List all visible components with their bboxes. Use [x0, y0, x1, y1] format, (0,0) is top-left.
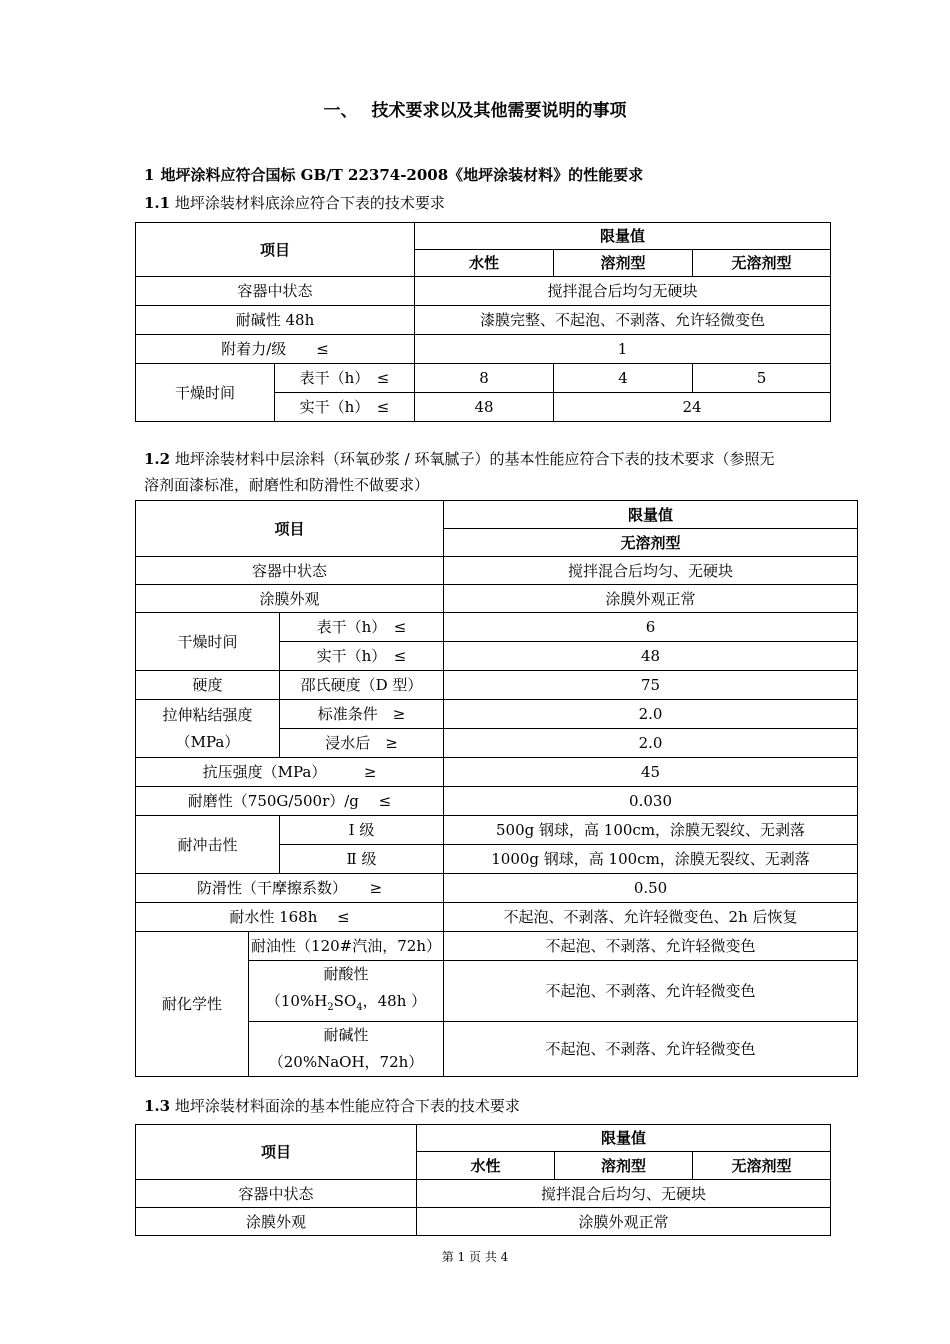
row-label-impact-level-1: I 级 [280, 816, 444, 845]
midcoat-spec-table [135, 500, 858, 1077]
acid-label-line-1: 耐酸性 [323, 965, 369, 983]
row-value-container-state: 搅拌混合后均匀无硬块 [415, 277, 831, 306]
section-1-heading [144, 164, 643, 185]
row-label-film-appearance: 涂膜外观 [136, 1208, 417, 1236]
acid-formula-sub-1: 2 [327, 1002, 334, 1013]
row-value-compressive-strength: 45 [444, 758, 858, 787]
row-value-water-resistance: 不起泡、不剥落、允许轻微变色、2h 后恢复 [444, 903, 858, 932]
row-value-container-state: 搅拌混合后均匀、无硬块 [417, 1180, 831, 1208]
section-1-2-text-1: 地坪涂装材料中层涂料（环氧砂浆 / 环氧腻子）的基本性能应符合下表的技术要求（参照无 [174, 450, 775, 468]
header-solventless: 无溶剂型 [444, 529, 858, 557]
row-label-hard-dry: 实干（h） ≤ [275, 393, 415, 422]
cell-hard-dry-other: 24 [554, 393, 831, 422]
header-limit: 限量值 [417, 1125, 831, 1152]
cell-surface-dry-solventless: 5 [693, 364, 831, 393]
row-label-alkali-resistance [249, 1022, 444, 1077]
topcoat-spec-table [135, 1124, 831, 1236]
row-label-surface-dry: 表干（h） ≤ [275, 364, 415, 393]
row-value-alkali-resistance: 不起泡、不剥落、允许轻微变色 [444, 1022, 858, 1077]
row-label-abrasion: 耐磨性（750G/500r）/g ≤ [136, 787, 444, 816]
cell-hard-dry-water: 48 [415, 393, 554, 422]
row-value-surface-dry: 6 [444, 613, 858, 642]
row-group-drying-time: 干燥时间 [136, 364, 275, 422]
row-group-drying-time: 干燥时间 [136, 613, 280, 671]
section-1-2-text-2: 溶剂面漆标准，耐磨性和防滑性不做要求） [144, 476, 430, 494]
acid-label-line-2 [249, 988, 443, 1021]
title-text: 技术要求以及其他需要说明的事项 [371, 101, 627, 121]
row-value-after-immersion: 2.0 [444, 729, 858, 758]
row-value-film-appearance: 涂膜外观正常 [444, 585, 858, 613]
header-item: 项目 [136, 1125, 417, 1180]
row-label-container-state: 容器中状态 [136, 557, 444, 585]
primer-spec-table [135, 222, 831, 422]
row-label-standard-condition: 标准条件 ≥ [280, 700, 444, 729]
row-value-oil-resistance: 不起泡、不剥落、允许轻微变色 [444, 932, 858, 961]
row-sublabel-shore-hardness: 邵氏硬度（D 型） [280, 671, 444, 700]
row-group-tensile-bond [136, 700, 280, 758]
section-1-2-number: 1.2 [144, 450, 171, 468]
row-label-compressive-strength: 抗压强度（MPa） ≥ [136, 758, 444, 787]
alkali-label-line-2: （20%NaOH，72h） [268, 1053, 424, 1071]
tensile-label-line-2: （MPa） [175, 732, 240, 751]
row-value-alkali-resistance: 漆膜完整、不起泡、不剥落、允许轻微变色 [415, 306, 831, 335]
row-label-hardness: 硬度 [136, 671, 280, 700]
section-1-1-text: 地坪涂装材料底涂应符合下表的技术要求 [174, 194, 445, 212]
title-number: 一、 [323, 101, 358, 121]
row-value-slip-resistance: 0.50 [444, 874, 858, 903]
section-1-3-text: 地坪涂装材料面涂的基本性能应符合下表的技术要求 [174, 1097, 520, 1115]
section-1-number: 1 [144, 166, 155, 184]
row-value-acid-resistance: 不起泡、不剥落、允许轻微变色 [444, 961, 858, 1022]
header-solvent-based: 溶剂型 [555, 1152, 693, 1180]
acid-formula-sub-2: 4 [356, 1002, 363, 1013]
row-label-hard-dry: 实干（h） ≤ [280, 642, 444, 671]
alkali-label-line-1: 耐碱性 [323, 1026, 369, 1044]
section-1-2-line-1 [144, 446, 844, 472]
acid-formula-part-2: SO [333, 992, 357, 1010]
cell-surface-dry-water: 8 [415, 364, 554, 393]
row-label-surface-dry: 表干（h） ≤ [280, 613, 444, 642]
row-label-after-immersion: 浸水后 ≥ [280, 729, 444, 758]
row-label-acid-resistance [249, 961, 444, 1022]
header-solventless: 无溶剂型 [693, 1152, 831, 1180]
row-value-impact-level-1: 500g 钢球，高 100cm，涂膜无裂纹、无剥落 [444, 816, 858, 845]
row-value-impact-level-2: 1000g 钢球，高 100cm，涂膜无裂纹、无剥落 [444, 845, 858, 874]
section-1-3-heading [144, 1093, 520, 1119]
section-1-1-number: 1.1 [144, 194, 171, 212]
row-group-chemical-resistance: 耐化学性 [136, 932, 249, 1077]
row-label-container-state: 容器中状态 [136, 1180, 417, 1208]
row-label-impact-level-2: Ⅱ 级 [280, 845, 444, 874]
page-footer: 第 1 页 共 4 [441, 1250, 509, 1264]
row-label-adhesion: 附着力/级 ≤ [136, 335, 415, 364]
header-solventless: 无溶剂型 [693, 250, 831, 277]
row-label-container-state: 容器中状态 [136, 277, 415, 306]
acid-formula-part-1: （10%H [265, 992, 328, 1010]
acid-formula-part-3: ，48h ） [362, 992, 427, 1010]
header-water-based: 水性 [417, 1152, 555, 1180]
section-1-3-number: 1.3 [144, 1097, 171, 1115]
header-item: 项目 [136, 501, 444, 557]
row-value-abrasion: 0.030 [444, 787, 858, 816]
header-limit: 限量值 [444, 501, 858, 529]
header-solvent-based: 溶剂型 [554, 250, 693, 277]
row-value-standard-condition: 2.0 [444, 700, 858, 729]
row-label-oil-resistance: 耐油性（120#汽油，72h） [249, 932, 444, 961]
row-value-adhesion: 1 [415, 335, 831, 364]
row-label-alkali-resistance: 耐碱性 48h [136, 306, 415, 335]
row-label-water-resistance: 耐水性 168h ≤ [136, 903, 444, 932]
row-value-hardness: 75 [444, 671, 858, 700]
row-value-film-appearance: 涂膜外观正常 [417, 1208, 831, 1236]
row-group-impact: 耐冲击性 [136, 816, 280, 874]
row-label-slip-resistance: 防滑性（干摩擦系数） ≥ [136, 874, 444, 903]
cell-surface-dry-solvent: 4 [554, 364, 693, 393]
section-1-1-heading [144, 190, 445, 216]
header-item: 项目 [136, 223, 415, 277]
section-1-2-heading [144, 446, 844, 498]
tensile-label-line-1: 拉伸粘结强度 [162, 705, 253, 724]
row-value-hard-dry: 48 [444, 642, 858, 671]
header-limit: 限量值 [415, 223, 831, 250]
page-title [0, 96, 950, 121]
row-value-container-state: 搅拌混合后均匀、无硬块 [444, 557, 858, 585]
header-water-based: 水性 [415, 250, 554, 277]
row-label-film-appearance: 涂膜外观 [136, 585, 444, 613]
section-1-text: 地坪涂料应符合国标 GB/T 22374-2008《地坪涂装材料》的性能要求 [160, 166, 644, 184]
